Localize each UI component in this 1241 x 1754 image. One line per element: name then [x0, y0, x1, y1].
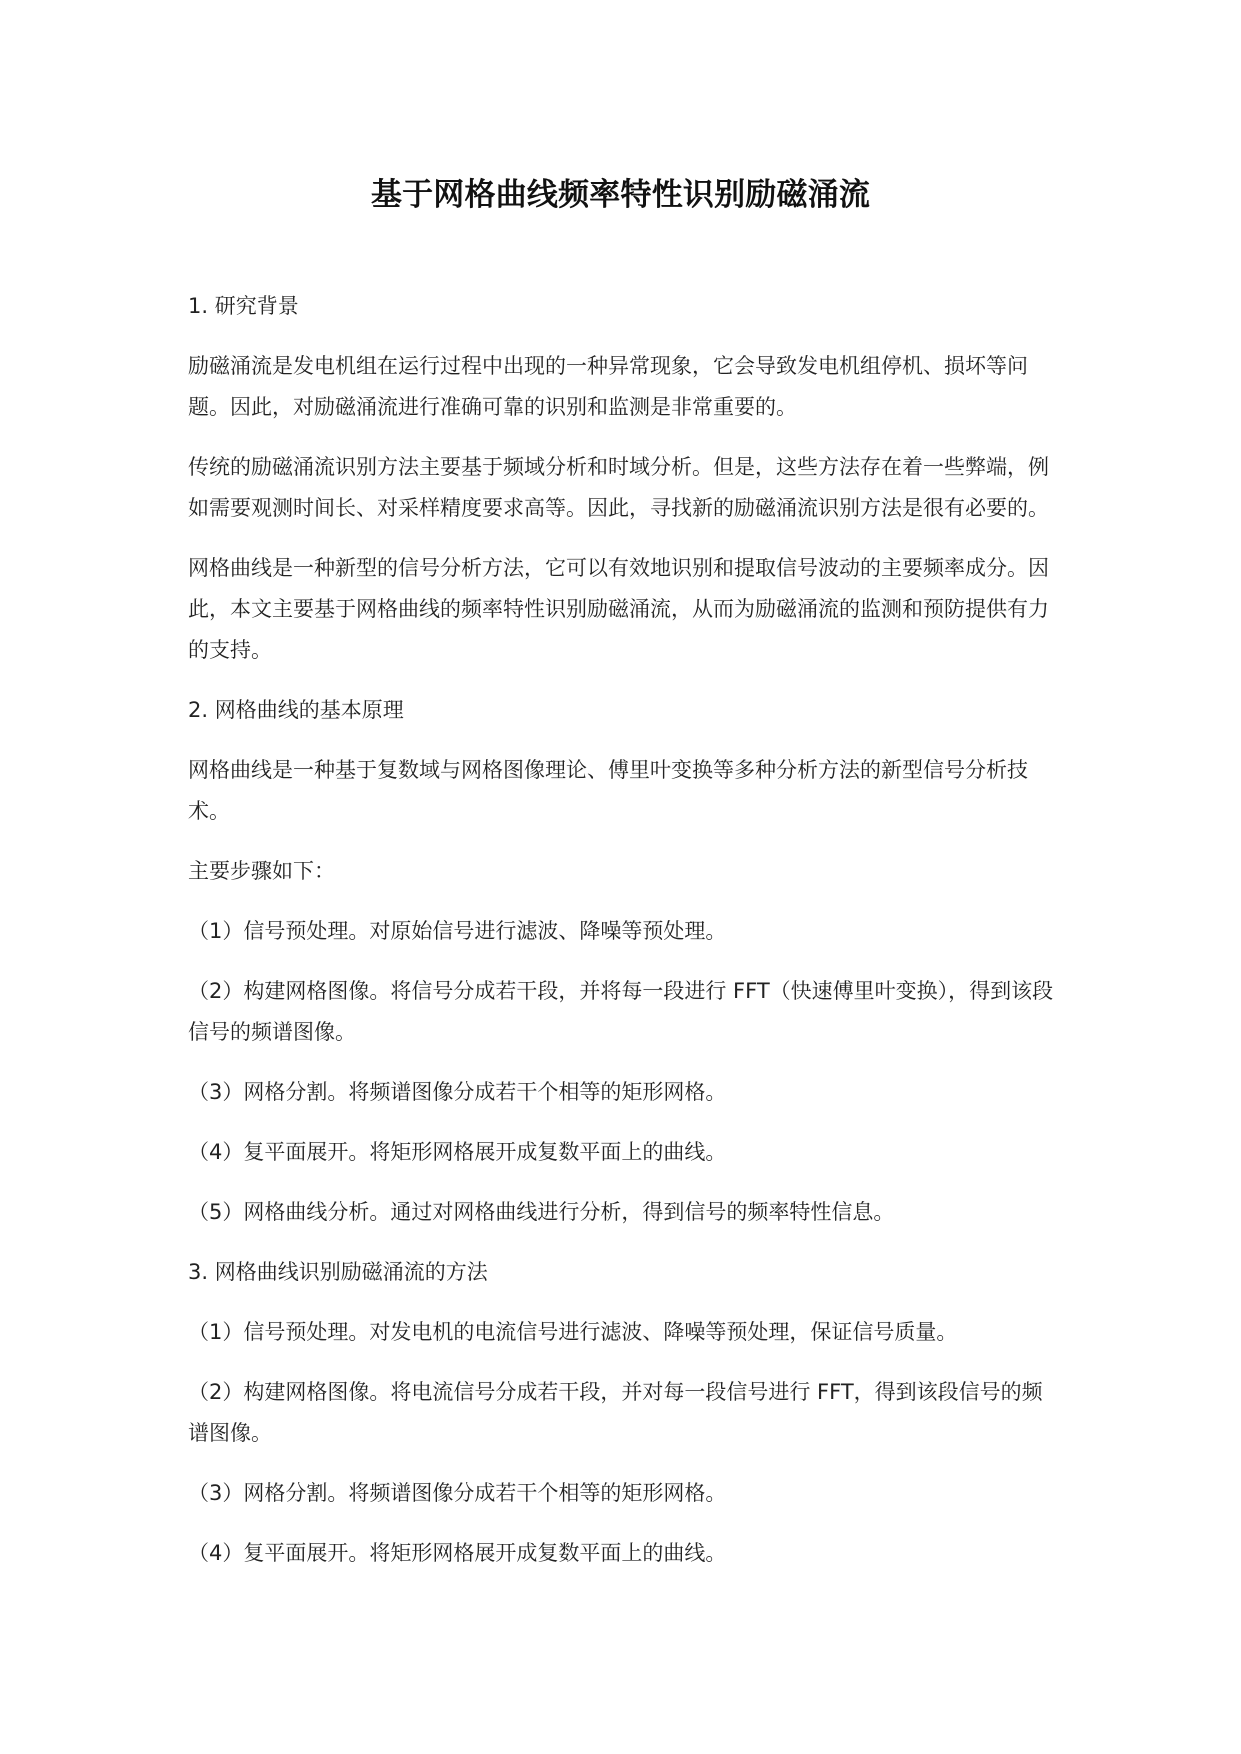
section-2-step-5: （5）网格曲线分析。通过对网格曲线进行分析，得到信号的频率特性信息。	[188, 1200, 895, 1224]
section-2-step-4: （4）复平面展开。将矩形网格展开成复数平面上的曲线。	[188, 1140, 727, 1164]
section-1-paragraph-3: 网格曲线是一种新型的信号分析方法，它可以有效地识别和提取信号波动的主要频率成分。因此，本文主要基于网格曲线的频率特性识别励磁涌流，从而为励磁涌流的监测和预防提供有力的支持。	[188, 556, 1049, 662]
section-3-step-3: （3）网格分割。将频谱图像分成若干个相等的矩形网格。	[188, 1481, 727, 1505]
section-1-paragraph-1: 励磁涌流是发电机组在运行过程中出现的一种异常现象，它会导致发电机组停机、损坏等问题。因此，对励磁涌流进行准确可靠的识别和监测是非常重要的。	[188, 354, 1028, 419]
section-2-step-3: （3）网格分割。将频谱图像分成若干个相等的矩形网格。	[188, 1080, 727, 1104]
section-3-heading: 3. 网格曲线识别励磁涌流的方法	[188, 1260, 488, 1284]
section-2-paragraph-2: 主要步骤如下：	[188, 859, 335, 883]
section-2-step-1: （1）信号预处理。对原始信号进行滤波、降噪等预处理。	[188, 919, 727, 943]
section-2-heading: 2. 网格曲线的基本原理	[188, 698, 404, 722]
section-2-paragraph-1: 网格曲线是一种基于复数域与网格图像理论、傅里叶变换等多种分析方法的新型信号分析技术。	[188, 758, 1028, 823]
document-title: 基于网格曲线频率特性识别励磁涌流	[370, 177, 871, 213]
section-2-step-2: （2）构建网格图像。将信号分成若干段，并将每一段进行 FFT（快速傅里叶变换），得到该段信号的频谱图像。	[188, 979, 1054, 1044]
section-3-step-2: （2）构建网格图像。将电流信号分成若干段，并对每一段信号进行 FFT，得到该段信号的频谱图像。	[188, 1380, 1043, 1445]
section-3-step-4: （4）复平面展开。将矩形网格展开成复数平面上的曲线。	[188, 1541, 727, 1565]
section-3-step-1: （1）信号预处理。对发电机的电流信号进行滤波、降噪等预处理，保证信号质量。	[188, 1320, 958, 1344]
section-1-heading: 1. 研究背景	[188, 294, 299, 318]
section-1-paragraph-2: 传统的励磁涌流识别方法主要基于频域分析和时域分析。但是，这些方法存在着一些弊端，例如需要观测时间长、对采样精度要求高等。因此，寻找新的励磁涌流识别方法是很有必要的。	[188, 455, 1049, 520]
document-body	[188, 286, 1056, 1593]
